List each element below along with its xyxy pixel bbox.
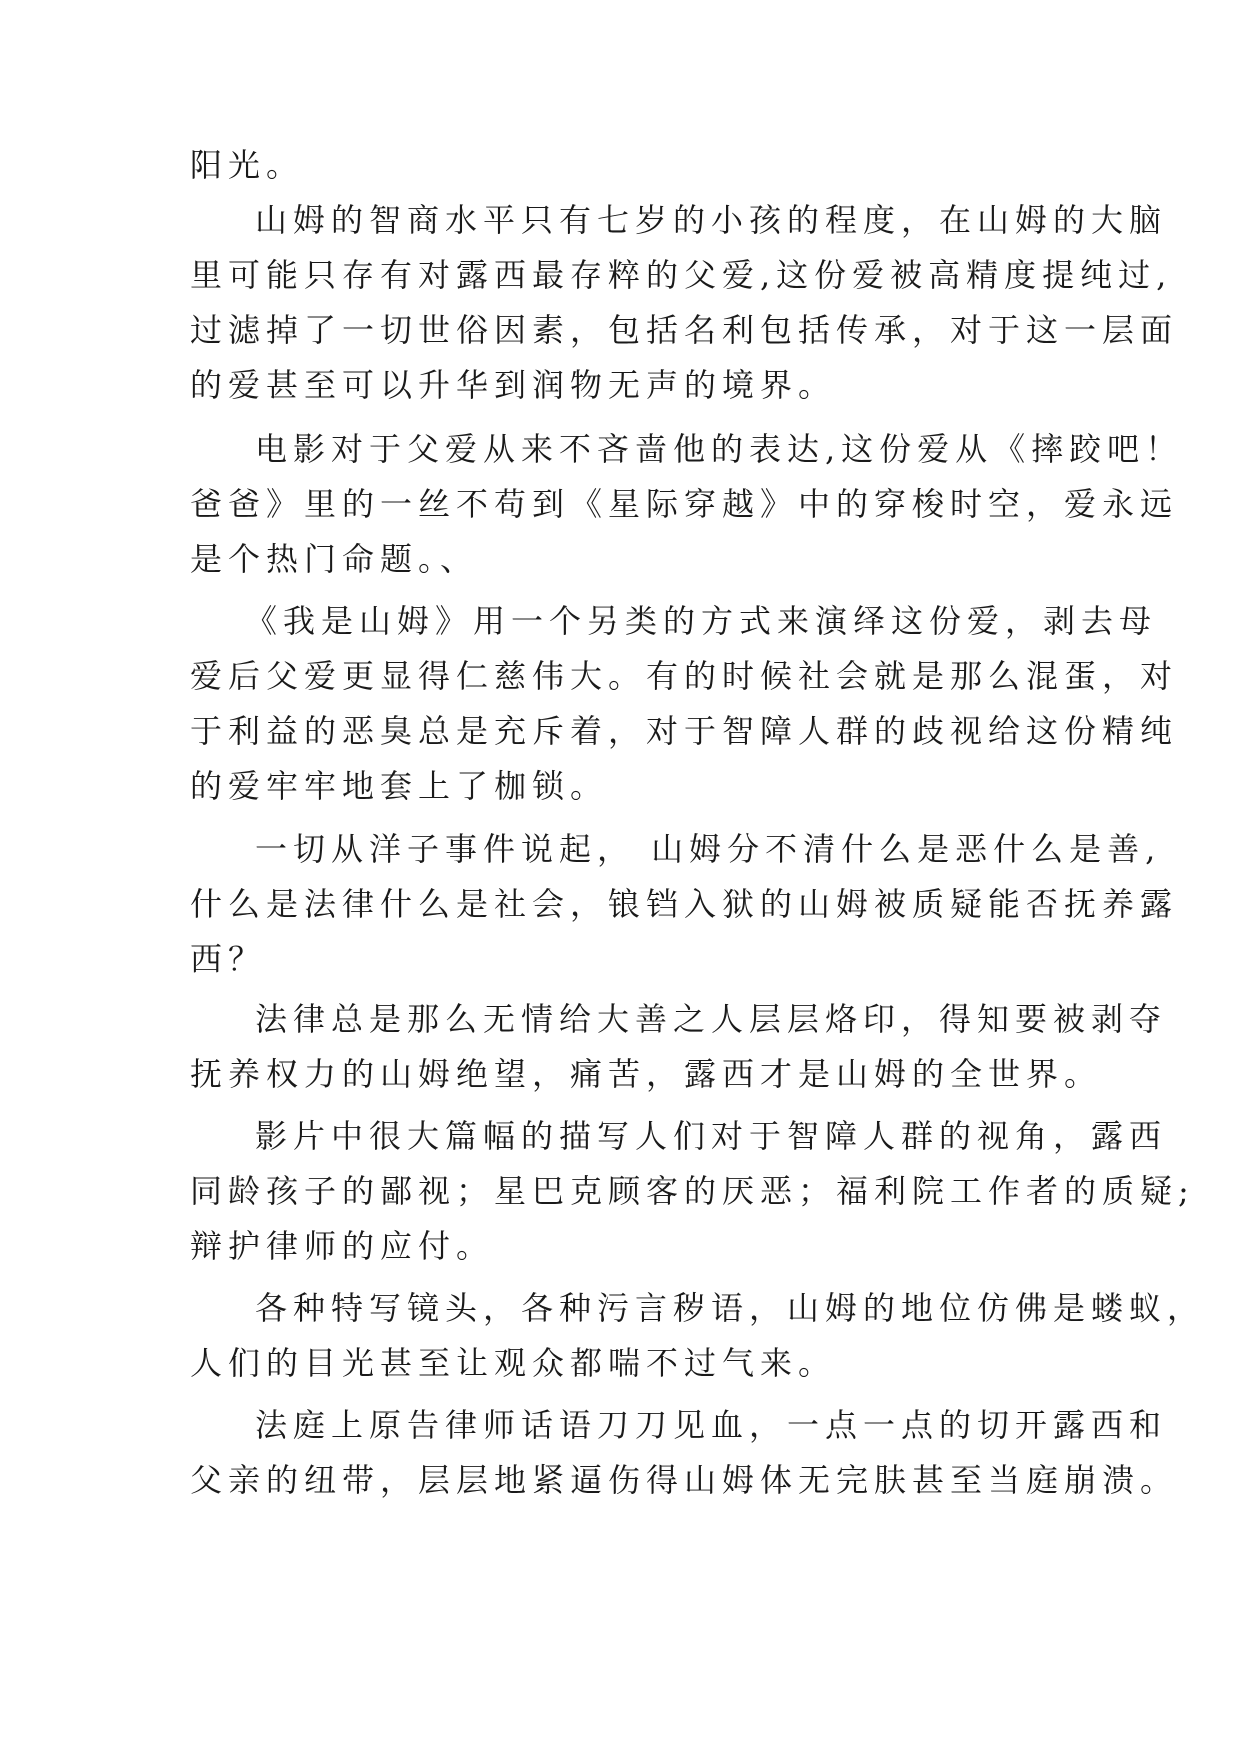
paragraph-first-line: 各种特写镜头，各种污言秽语，山姆的地位仿佛是蝼蚁， [255,1289,1206,1327]
text-line: 的爱甚至可以升华到润物无声的境界。 [190,366,837,404]
text-line: 爱后父爱更显得仁慈伟大。有的时候社会就是那么混蛋，对 [190,657,1179,695]
paragraph-first-line: 《我是山姆》用一个另类的方式来演绎这份爱，剥去母 [245,602,1158,640]
paragraph-first-line: 法庭上原告律师话语刀刀见血，一点一点的切开露西和 [255,1406,1168,1444]
text-line: 过滤掉了一切世俗因素，包括名利包括传承，对于这一层面 [190,311,1179,349]
text-line: 爸爸》里的一丝不苟到《星际穿越》中的穿梭时空，爱永远 [190,485,1179,523]
text-line: 抚养权力的山姆绝望，痛苦，露西才是山姆的全世界。 [190,1055,1103,1093]
paragraph-first-line: 法律总是那么无情给大善之人层层烙印，得知要被剥夺 [255,1000,1168,1038]
text-line: 西？ [190,940,267,978]
text-line: 阳光。 [190,146,305,184]
text-line: 是个热门命题。、 [190,540,479,578]
text-line: 父亲的纽带，层层地紧逼伤得山姆体无完肤甚至当庭崩溃。 [190,1461,1179,1499]
text-line: 同龄孩子的鄙视；星巴克顾客的厌恶；福利院工作者的质疑; [190,1172,1195,1210]
paragraph-first-line: 电影对于父爱从来不吝啬他的表达,这份爱从《摔跤吧！ [255,430,1184,468]
paragraph-first-line: 山姆的智商水平只有七岁的小孩的程度，在山姆的大脑 [255,201,1168,239]
text-line: 于利益的恶臭总是充斥着，对于智障人群的歧视给这份精纯 [190,712,1179,750]
paragraph-first-line: 影片中很大篇幅的描写人们对于智障人群的视角，露西 [255,1117,1168,1155]
text-line: 的爱牢牢地套上了枷锁。 [190,767,609,805]
text-line: 什么是法律什么是社会，锒铛入狱的山姆被质疑能否抚养露 [190,885,1179,923]
text-line: 里可能只存有对露西最存粹的父爱,这份爱被高精度提纯过, [190,256,1173,294]
text-line: 辩护律师的应付。 [190,1227,495,1265]
paragraph-first-line: 一切从洋子事件说起， 山姆分不清什么是恶什么是善, [255,830,1162,868]
text-line: 人们的目光甚至让观众都喘不过气来。 [190,1344,837,1382]
